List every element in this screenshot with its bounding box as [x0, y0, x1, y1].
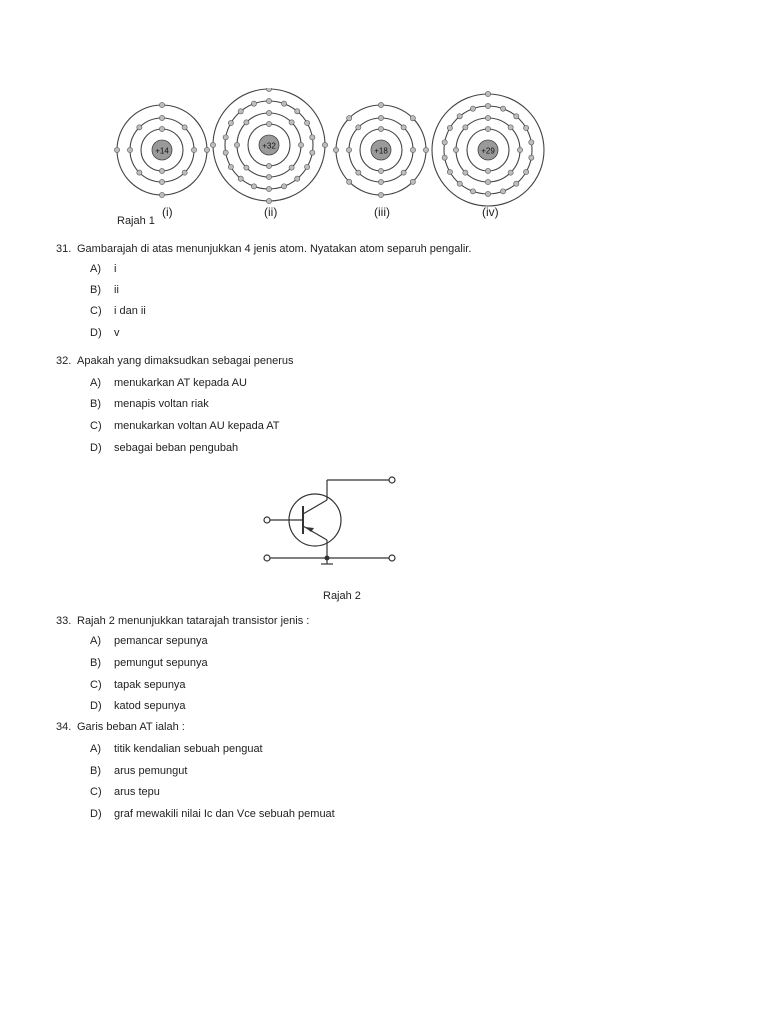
question-number: 33. [56, 615, 72, 627]
atom-label-iii: (iii) [374, 205, 390, 219]
option-text: menukarkan voltan AU kepada AT [114, 420, 280, 432]
electron [137, 125, 142, 130]
electron [266, 98, 271, 103]
figure1-caption: Rajah 1 [117, 215, 155, 227]
option-letter: B) [90, 398, 101, 410]
electron [159, 168, 164, 173]
option-letter: B) [90, 657, 101, 669]
electron [470, 106, 475, 111]
electron [457, 181, 462, 186]
electron [159, 102, 164, 107]
electron [447, 169, 452, 174]
option-letter: D) [90, 700, 102, 712]
electron [346, 147, 351, 152]
electron [378, 115, 383, 120]
nucleus-charge-i: +14 [155, 146, 169, 156]
option-31-c [90, 304, 146, 318]
electron [182, 170, 187, 175]
electron [266, 174, 271, 179]
electron [524, 125, 529, 130]
electron [244, 165, 249, 170]
electron [295, 109, 300, 114]
electron [378, 126, 383, 131]
option-text: sebagai beban pengubah [114, 442, 239, 454]
option-letter: C) [90, 679, 102, 691]
atom-label-i: (i) [162, 205, 173, 219]
electron [223, 135, 228, 140]
electron [251, 184, 256, 189]
question-text: Apakah yang dimaksudkan sebagai penerus [77, 355, 294, 367]
option-text: i [114, 263, 117, 275]
atom-diagrams-figure [110, 88, 560, 208]
electron [500, 189, 505, 194]
nucleus-charge-ii: +32 [262, 141, 276, 151]
electron [524, 169, 529, 174]
electron [378, 168, 383, 173]
question-text: Rajah 2 menunjukkan tatarajah transistor jenis : [77, 615, 310, 627]
option-letter: A) [90, 743, 101, 755]
option-letter: A) [90, 635, 101, 647]
option-32-d [90, 441, 238, 455]
electron [333, 147, 338, 152]
option-33-c [90, 678, 186, 692]
atom-label-iv: (iv) [482, 205, 499, 219]
option-31-a [90, 262, 116, 276]
option-letter: C) [90, 305, 102, 317]
electron [463, 125, 468, 130]
electron [378, 102, 383, 107]
question-34 [56, 720, 185, 734]
electron [281, 184, 286, 189]
electron [266, 121, 271, 126]
electron [410, 147, 415, 152]
electron [529, 155, 534, 160]
electron [410, 179, 415, 184]
electron [266, 198, 271, 203]
question-text: Garis beban AT ialah : [77, 721, 185, 733]
electron [442, 155, 447, 160]
option-text: arus tepu [114, 786, 160, 798]
option-text: pemancar sepunya [114, 635, 208, 647]
electron [485, 103, 490, 108]
option-text: tapak sepunya [114, 679, 186, 691]
electron [266, 110, 271, 115]
electron [238, 176, 243, 181]
option-text: katod sepunya [114, 700, 186, 712]
option-32-b [90, 397, 209, 411]
electron [347, 116, 352, 121]
base-terminal [264, 517, 270, 523]
question-31 [56, 242, 471, 256]
electron [137, 170, 142, 175]
electron [159, 179, 164, 184]
option-letter: C) [90, 420, 102, 432]
electron [266, 163, 271, 168]
electron [401, 170, 406, 175]
option-letter: B) [90, 765, 101, 777]
transistor-circuit-figure [258, 470, 403, 580]
electron [423, 147, 428, 152]
electron [159, 115, 164, 120]
electron [356, 170, 361, 175]
nucleus-charge-iii: +18 [374, 146, 388, 156]
electron [457, 114, 462, 119]
electron [298, 142, 303, 147]
option-text: arus pemungut [114, 765, 188, 777]
electron [182, 125, 187, 130]
electron [305, 164, 310, 169]
electron [485, 126, 490, 131]
question-number: 34. [56, 721, 72, 733]
option-34-a [90, 742, 263, 756]
question-number: 31. [56, 243, 72, 255]
electron [500, 106, 505, 111]
electron [310, 150, 315, 155]
option-letter: D) [90, 442, 102, 454]
electron [228, 164, 233, 169]
electron [228, 120, 233, 125]
option-text: menukarkan AT kepada AU [114, 377, 247, 389]
electron [442, 140, 447, 145]
electron [295, 176, 300, 181]
electron [266, 88, 271, 92]
option-text: v [114, 327, 120, 339]
electron [517, 147, 522, 152]
electron [204, 147, 209, 152]
option-letter: C) [90, 786, 102, 798]
option-letter: A) [90, 263, 101, 275]
option-text: pemungut sepunya [114, 657, 208, 669]
electron [485, 168, 490, 173]
electron [305, 120, 310, 125]
atom-iv [432, 91, 544, 206]
atom-iii [333, 102, 428, 197]
option-text: titik kendalian sebuah penguat [114, 743, 263, 755]
option-text: ii [114, 284, 119, 296]
question-32 [56, 354, 293, 368]
electron [356, 125, 361, 130]
nucleus-charge-iv: +29 [481, 146, 495, 156]
electron [378, 179, 383, 184]
electron [485, 91, 490, 96]
output-bottom-terminal [389, 555, 395, 561]
electron [289, 165, 294, 170]
option-letter: A) [90, 377, 101, 389]
electron [514, 114, 519, 119]
electron [127, 147, 132, 152]
option-letter: D) [90, 808, 102, 820]
option-34-b [90, 764, 187, 778]
electron [378, 192, 383, 197]
output-top-terminal [389, 477, 395, 483]
option-34-c [90, 785, 160, 799]
input-bottom-terminal [264, 555, 270, 561]
option-letter: D) [90, 327, 102, 339]
electron [453, 147, 458, 152]
figure2-caption: Rajah 2 [323, 590, 361, 602]
electron [485, 191, 490, 196]
electron [514, 181, 519, 186]
option-32-a [90, 376, 247, 390]
option-34-d [90, 807, 335, 821]
option-31-b [90, 283, 119, 297]
option-text: graf mewakili nilai Ic dan Vce sebuah pemuat [114, 808, 335, 820]
option-33-a [90, 634, 208, 648]
option-text: i dan ii [114, 305, 146, 317]
electron [485, 115, 490, 120]
option-31-d [90, 326, 120, 340]
question-text: Gambarajah di atas menunjukkan 4 jenis atom. Nyatakan atom separuh pengalir. [77, 243, 472, 255]
option-32-c [90, 419, 280, 433]
electron [347, 179, 352, 184]
option-text: menapis voltan riak [114, 398, 209, 410]
electron [322, 142, 327, 147]
electron [508, 125, 513, 130]
electron [485, 179, 490, 184]
electron [266, 186, 271, 191]
question-number: 32. [56, 355, 72, 367]
electron [251, 101, 256, 106]
electron [114, 147, 119, 152]
electron [463, 170, 468, 175]
electron [223, 150, 228, 155]
electron [234, 142, 239, 147]
transistor-upper-lead [303, 500, 327, 514]
option-33-d [90, 699, 186, 713]
electron [310, 135, 315, 140]
electron [238, 109, 243, 114]
electron [447, 125, 452, 130]
option-33-b [90, 656, 208, 670]
atom-i [114, 102, 209, 197]
electron [281, 101, 286, 106]
atom-label-ii: (ii) [264, 205, 278, 219]
electron [244, 120, 249, 125]
option-letter: B) [90, 284, 101, 296]
electron [529, 140, 534, 145]
question-33 [56, 614, 309, 628]
atom-ii [210, 88, 327, 204]
electron [508, 170, 513, 175]
electron [289, 120, 294, 125]
electron [470, 189, 475, 194]
electron [191, 147, 196, 152]
electron [210, 142, 215, 147]
electron [159, 126, 164, 131]
electron [401, 125, 406, 130]
electron [159, 192, 164, 197]
electron [410, 116, 415, 121]
